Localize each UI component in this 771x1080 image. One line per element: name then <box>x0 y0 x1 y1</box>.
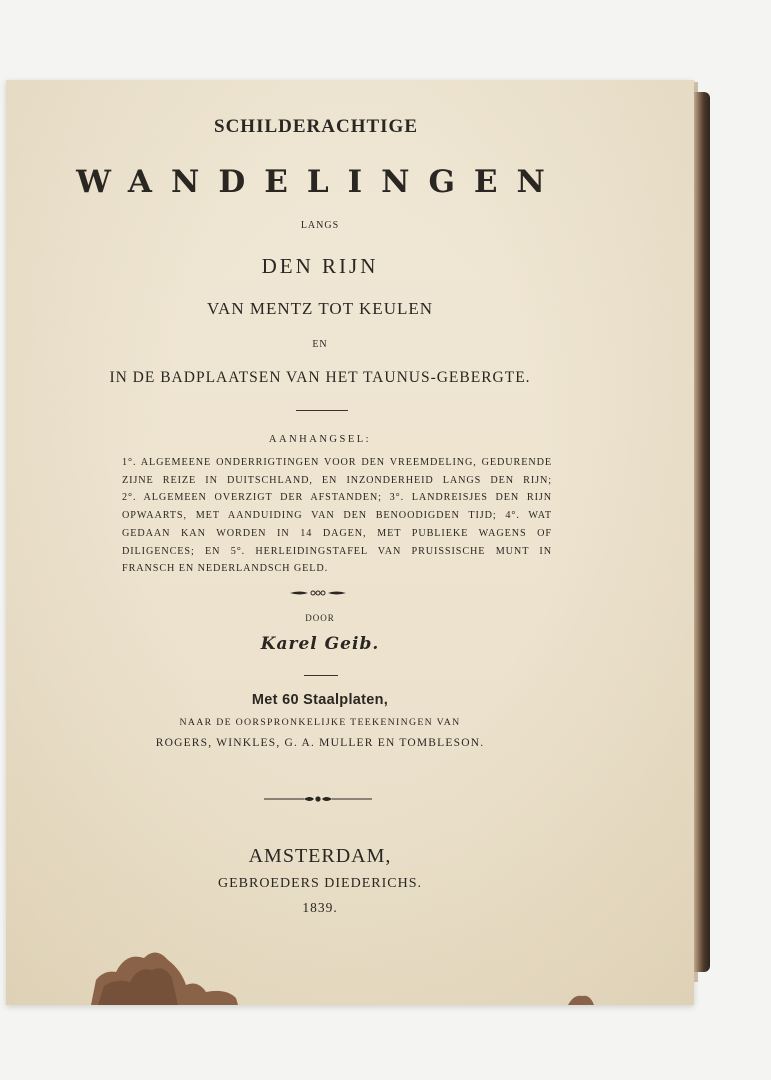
torn-corner-stain <box>86 940 286 1005</box>
after-drawings-note: NAAR DE OORSPRONKELIJKE TEEKENINGEN VAN <box>179 717 461 728</box>
title-line-3: LANGS <box>300 220 340 231</box>
title-line-4: DEN RIJN <box>261 254 379 278</box>
title-line-5: VAN MENTZ TOT KEULEN <box>206 299 434 318</box>
appendix-line: ZIJNE REIZE IN DUITSCHLAND, EN INZONDERHEID LANGS DEN RIJN; <box>122 474 552 486</box>
short-rule <box>304 675 338 676</box>
artists-line: ROGERS, WINKLES, G. A. MULLER EN TOMBLESON. <box>155 737 485 749</box>
title-line-1: SCHILDERACHTIGE <box>214 116 418 137</box>
plates-note: Met 60 Staalplaten, <box>251 692 389 708</box>
title-line-7: IN DE BADPLAATSEN VAN HET TAUNUS-GEBERGTE. <box>109 369 531 386</box>
title-page <box>6 80 694 1005</box>
imprint-year: 1839. <box>302 900 338 915</box>
divider-rule <box>296 410 348 411</box>
title-line-2: WANDELINGEN <box>76 164 564 200</box>
appendix-paragraph <box>122 454 552 578</box>
title-line-6: EN <box>312 339 328 350</box>
imprint-publisher: GEBROEDERS DIEDERICHS. <box>217 876 422 891</box>
appendix-line: FRANSCH EN NEDERLANDSCH GELD. <box>122 563 329 575</box>
appendix-line: GEDAAN KAN WORDEN IN 14 DAGEN, MET PUBLIEKE WAGENS OF <box>122 527 552 539</box>
appendix-heading: AANHANGSEL: <box>268 434 372 445</box>
book-spine <box>694 92 710 972</box>
appendix-line: DILIGENCES; EN 5°. HERLEIDINGSTAFEL VAN PRUISSISCHE MUNT IN <box>122 545 552 557</box>
imprint-city: AMSTERDAM, <box>248 845 392 867</box>
appendix-line: 2°. ALGEMEEN OVERZIGT DER AFSTANDEN; 3°. LANDREISJES DEN RIJN <box>122 492 552 504</box>
appendix-line: 1°. ALGEMEENE ONDERRIGTINGEN VOOR DEN VREEMDELING, GEDURENDE <box>122 457 552 468</box>
appendix-line: OPWAARTS, MET AANDUIDING VAN DEN BENOODIGDEN TIJD; 4°. WAT <box>122 510 552 522</box>
scroll-ornament <box>264 794 372 804</box>
small-stain <box>566 992 596 1005</box>
author-name: Karel Geib. <box>260 634 380 654</box>
by-label: DOOR <box>305 613 335 623</box>
small-ornament <box>288 588 348 598</box>
